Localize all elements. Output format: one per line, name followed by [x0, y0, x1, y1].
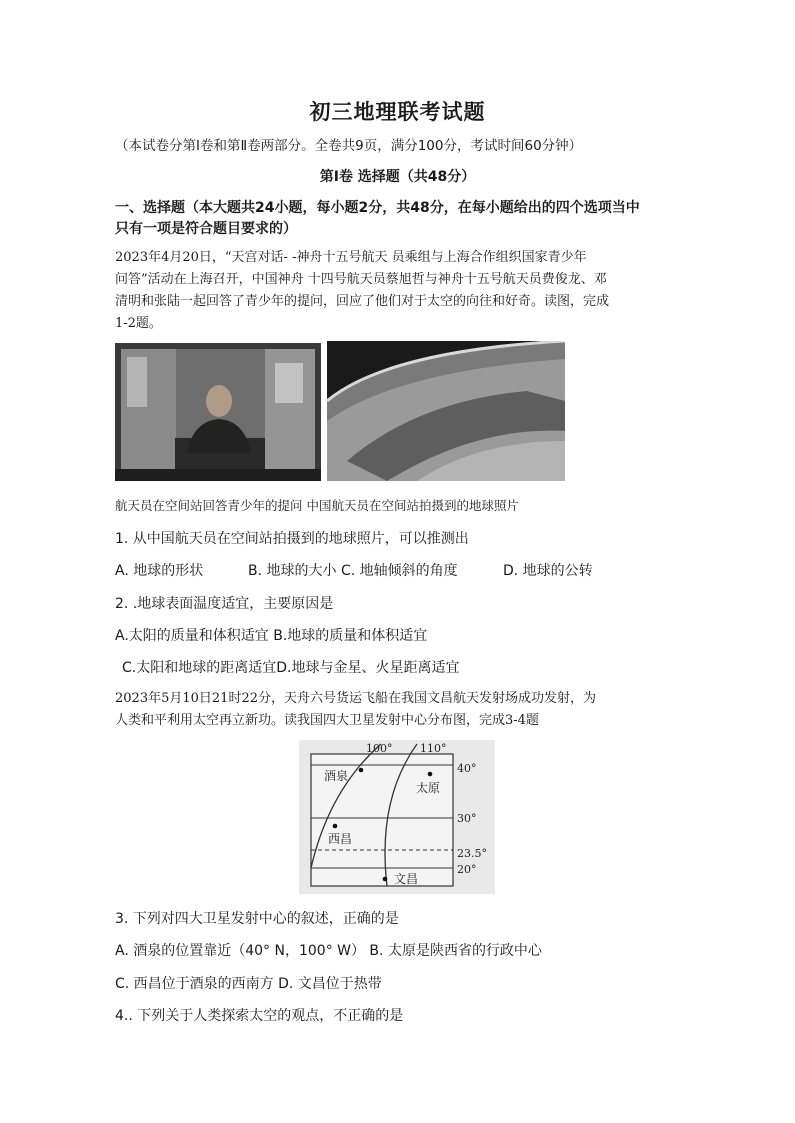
- question-1-option-a: A. 地球的形状: [115, 563, 204, 579]
- label-wenchang: 文昌: [394, 872, 419, 886]
- passage-2-line-1: 2023年5月10日21时22分，天舟六号货运飞船在我国文昌航天发射场成功发射，为: [115, 691, 596, 706]
- launch-center-map: [299, 740, 495, 894]
- section-heading: 第Ⅰ卷 选择题（共48分）: [319, 169, 476, 185]
- question-2-stem: 2. .地球表面温度适宜，主要原因是: [115, 596, 334, 612]
- label-lon-110: 110°: [420, 742, 447, 755]
- question-2-options-ab: A.太阳的质量和体积适宜 B.地球的质量和体积适宜: [115, 628, 428, 644]
- label-lat-40: 40°: [457, 762, 477, 775]
- label-lon-100: 100°: [366, 742, 393, 755]
- passage-1: [115, 247, 687, 335]
- taiyuan-marker: [428, 772, 433, 777]
- passage-2: [115, 688, 687, 732]
- question-3-options-cd: C. 西昌位于酒泉的西南方 D. 文昌位于热带: [115, 976, 382, 992]
- instructions: [115, 198, 685, 240]
- exam-title: 初三地理联考试题: [309, 100, 486, 124]
- label-lat-20: 20°: [457, 863, 477, 876]
- question-2-options-cd: C.太阳和地球的距离适宜D.地球与金星、火星距离适宜: [122, 660, 460, 676]
- passage-1-line-4: 1-2题。: [115, 316, 162, 331]
- instructions-line-2: 只有一项是符合题目要求的）: [115, 221, 297, 237]
- earth-photo: [327, 341, 565, 481]
- astronaut-photo: [115, 343, 321, 481]
- label-lat-30: 30°: [457, 812, 477, 825]
- label-xichang: 西昌: [328, 832, 353, 846]
- label-jiuquan: 酒泉: [324, 769, 349, 783]
- instructions-line-1: 一、选择题（本大题共24小题，每小题2分，共48分，在每小题给出的四个选项当中: [115, 200, 640, 216]
- question-3-options-ab: A. 酒泉的位置靠近（40° N，100° W） B. 太原是陕西省的行政中心: [115, 943, 542, 959]
- passage-1-line-2: 问答”活动在上海召开，中国神舟 十四号航天员蔡旭哲与神舟十五号航天员费俊龙、邓: [115, 272, 607, 287]
- label-taiyuan: 太原: [416, 781, 441, 795]
- question-1-stem: 1. 从中国航天员在空间站拍摄到的地球照片，可以推测出: [115, 531, 469, 547]
- question-1-option-d: D. 地球的公转: [503, 563, 593, 579]
- label-lat-23-5: 23.5°: [457, 847, 487, 860]
- xichang-marker: [333, 824, 338, 829]
- photo-caption: 航天员在空间站回答青少年的提问 中国航天员在空间站拍摄到的地球照片: [115, 498, 519, 513]
- question-1-option-bc: B. 地球的大小 C. 地轴倾斜的角度: [248, 563, 458, 579]
- question-4-stem: 4.. 下列关于人类探索太空的观点，不正确的是: [115, 1008, 404, 1024]
- jiuquan-marker: [359, 768, 364, 773]
- passage-1-line-3: 清明和张陆一起回答了青少年的提问，回应了他们对于太空的向往和好奇。读图，完成: [115, 294, 610, 309]
- passage-2-line-2: 人类和平利用太空再立新功。读我国四大卫星发射中心分布图，完成3-4题: [115, 713, 539, 728]
- question-3-stem: 3. 下列对四大卫星发射中心的叙述，正确的是: [115, 911, 399, 927]
- passage-1-line-1: 2023年4月20日，“天宫对话- -神舟十五号航天 员乘组与上海合作组织国家青少年: [115, 250, 587, 265]
- exam-note: （本试卷分第Ⅰ卷和第Ⅱ卷两部分。全卷共9页，满分100分，考试时间60分钟）: [115, 138, 583, 154]
- wenchang-marker: [383, 877, 388, 882]
